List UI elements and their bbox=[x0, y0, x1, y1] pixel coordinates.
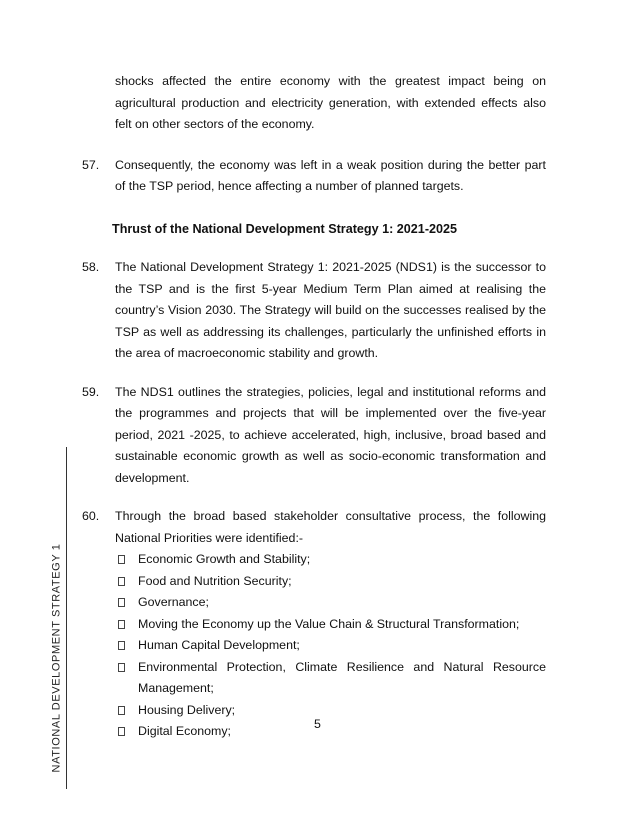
list-item: Environmental Protection, Climate Resilience and Natural Resource Management; bbox=[115, 657, 546, 700]
bullet-box-icon bbox=[118, 641, 125, 650]
paragraph-text: The NDS1 outlines the strategies, policies, legal and institutional reforms and the programmes and projects that will be implemented over the five-year period, 2021 -2025, to achieve accelerated, high, inclusive, broad based and sustainable economic growth as well as socio-economic transformation and development. bbox=[115, 384, 546, 485]
national-priorities-list bbox=[82, 549, 546, 743]
continuation-paragraph: shocks affected the entire economy with the greatest impact being on agricultural production and electricity generation, with extended effects also felt on other sectors of the economy. bbox=[115, 74, 546, 131]
side-running-title-text: NATIONAL DEVELOPMENT STRATEGY 1 bbox=[50, 543, 62, 773]
list-item: Human Capital Development; bbox=[115, 635, 546, 657]
bullet-box-icon bbox=[118, 727, 125, 736]
list-item: Moving the Economy up the Value Chain & Structural Transformation; bbox=[115, 614, 546, 636]
bullet-box-icon bbox=[118, 706, 125, 715]
paragraph-number: 59. bbox=[82, 384, 100, 399]
bullet-box-icon bbox=[118, 598, 125, 607]
paragraph-text: Through the broad based stakeholder consultative process, the following National Priorities were identified:- bbox=[115, 509, 546, 545]
paragraph-text: The National Development Strategy 1: 2021-2025 (NDS1) is the successor to the TSP and is the first 5-year Medium Term Plan aimed at realising the country’s Vision 2030. The Strategy will build on the successes realised by the TSP as well as addressing its challenges, particularly the unfinished efforts in the area of macroeconomic stability and growth. bbox=[115, 260, 546, 360]
list-item: Governance; bbox=[115, 592, 546, 614]
list-item: Digital Economy; bbox=[115, 721, 546, 743]
section-heading: Thrust of the National Development Strategy 1: 2021-2025 bbox=[112, 221, 458, 236]
bullet-box-icon bbox=[118, 663, 125, 672]
paragraph-60 bbox=[82, 506, 546, 549]
paragraph-number: 60. bbox=[82, 509, 100, 523]
list-item: Food and Nutrition Security; bbox=[115, 571, 546, 593]
list-item: Housing Delivery; bbox=[115, 700, 546, 722]
side-running-title bbox=[47, 528, 65, 788]
bullet-box-icon bbox=[118, 620, 125, 629]
paragraph-number: 58. bbox=[82, 260, 100, 274]
paragraph-59 bbox=[82, 382, 546, 490]
list-item: Economic Growth and Stability; bbox=[115, 549, 546, 571]
page-number: 5 bbox=[314, 717, 321, 731]
side-vertical-rule bbox=[66, 447, 67, 789]
paragraph-number: 57. bbox=[82, 157, 100, 172]
paragraph-text: Consequently, the economy was left in a weak position during the better part of the TSP period, hence affecting a number of planned targets. bbox=[115, 157, 546, 193]
bullet-box-icon bbox=[118, 577, 125, 586]
document-body bbox=[82, 71, 546, 743]
paragraph-58 bbox=[82, 257, 546, 365]
paragraph-57 bbox=[82, 155, 546, 198]
bullet-box-icon bbox=[118, 555, 125, 564]
